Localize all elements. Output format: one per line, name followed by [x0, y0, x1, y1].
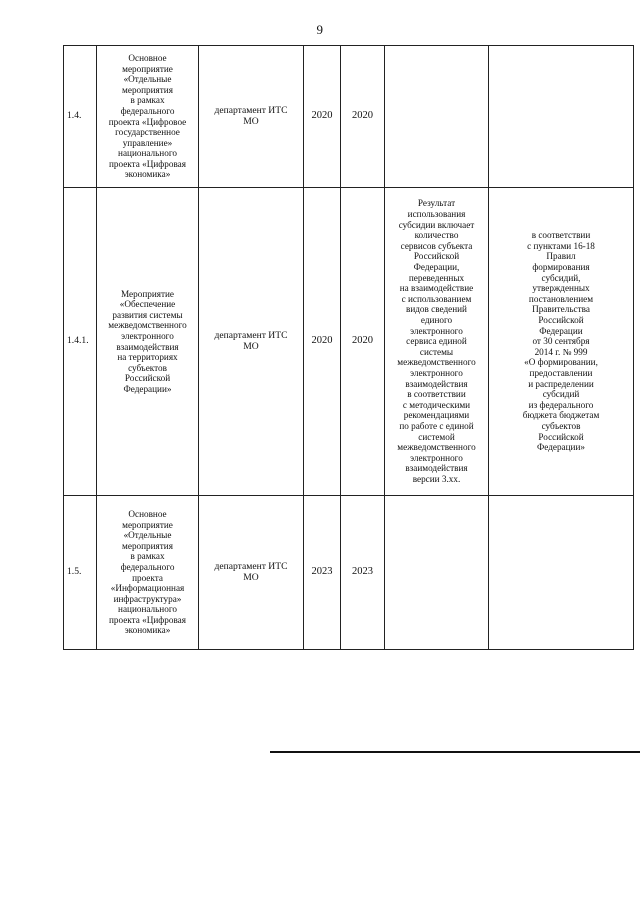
- program-table: [63, 45, 634, 650]
- executor-cell: департамент ИТС МО: [199, 496, 304, 650]
- executor-cell: департамент ИТС МО: [199, 188, 304, 496]
- basis-cell: в соответствии с пунктами 16-18 Правил формирования субсидий, утвержденных постановлением Правительства Российской Федерации от 30 сентября 2014 г. № 999 «О формировании, предоставлении и распределении субсидий из федерального бюджета бюджетам субъектов Российской Федерации»: [489, 188, 634, 496]
- executor-cell: департамент ИТС МО: [199, 46, 304, 188]
- page-number: 9: [316, 22, 324, 37]
- row-number-cell: 1.4.1.: [64, 188, 97, 496]
- measure-name-cell: Мероприятие «Обеспечение развития системы межведомственного электронного взаимодействия на территориях субъектов Российской Федерации»: [97, 188, 199, 496]
- result-cell: [385, 46, 489, 188]
- start-year-cell: 2023: [304, 496, 341, 650]
- row-number-cell: 1.5.: [64, 496, 97, 650]
- basis-cell: [489, 496, 634, 650]
- start-year-cell: 2020: [304, 188, 341, 496]
- basis-cell: [489, 46, 634, 188]
- table-row: [64, 496, 634, 650]
- measure-name-cell: Основное мероприятие «Отдельные мероприятия в рамках федерального проекта «Цифровое государственное управление» национального проекта «Цифровая экономика»: [97, 46, 199, 188]
- table-row: [64, 188, 634, 496]
- end-year-cell: 2023: [341, 496, 385, 650]
- measure-name-cell: Основное мероприятие «Отдельные мероприятия в рамках федерального проекта «Информационная инфраструктура» национального проекта «Цифровая экономика»: [97, 496, 199, 650]
- start-year-cell: 2020: [304, 46, 341, 188]
- end-year-cell: 2020: [341, 46, 385, 188]
- result-cell: Результат использования субсидии включает количество сервисов субъекта Российской Федерации, переведенных на взаимодействие с использованием видов сведений единого электронного сервиса единой системы межведомственного электронного взаимодействия в соответствии с методическими рекомендациями по работе с единой системой межведомственного электронного взаимодействия версии 3.хх.: [385, 188, 489, 496]
- separator-line: [270, 751, 640, 753]
- row-number-cell: 1.4.: [64, 46, 97, 188]
- end-year-cell: 2020: [341, 188, 385, 496]
- result-cell: [385, 496, 489, 650]
- table-row: [64, 46, 634, 188]
